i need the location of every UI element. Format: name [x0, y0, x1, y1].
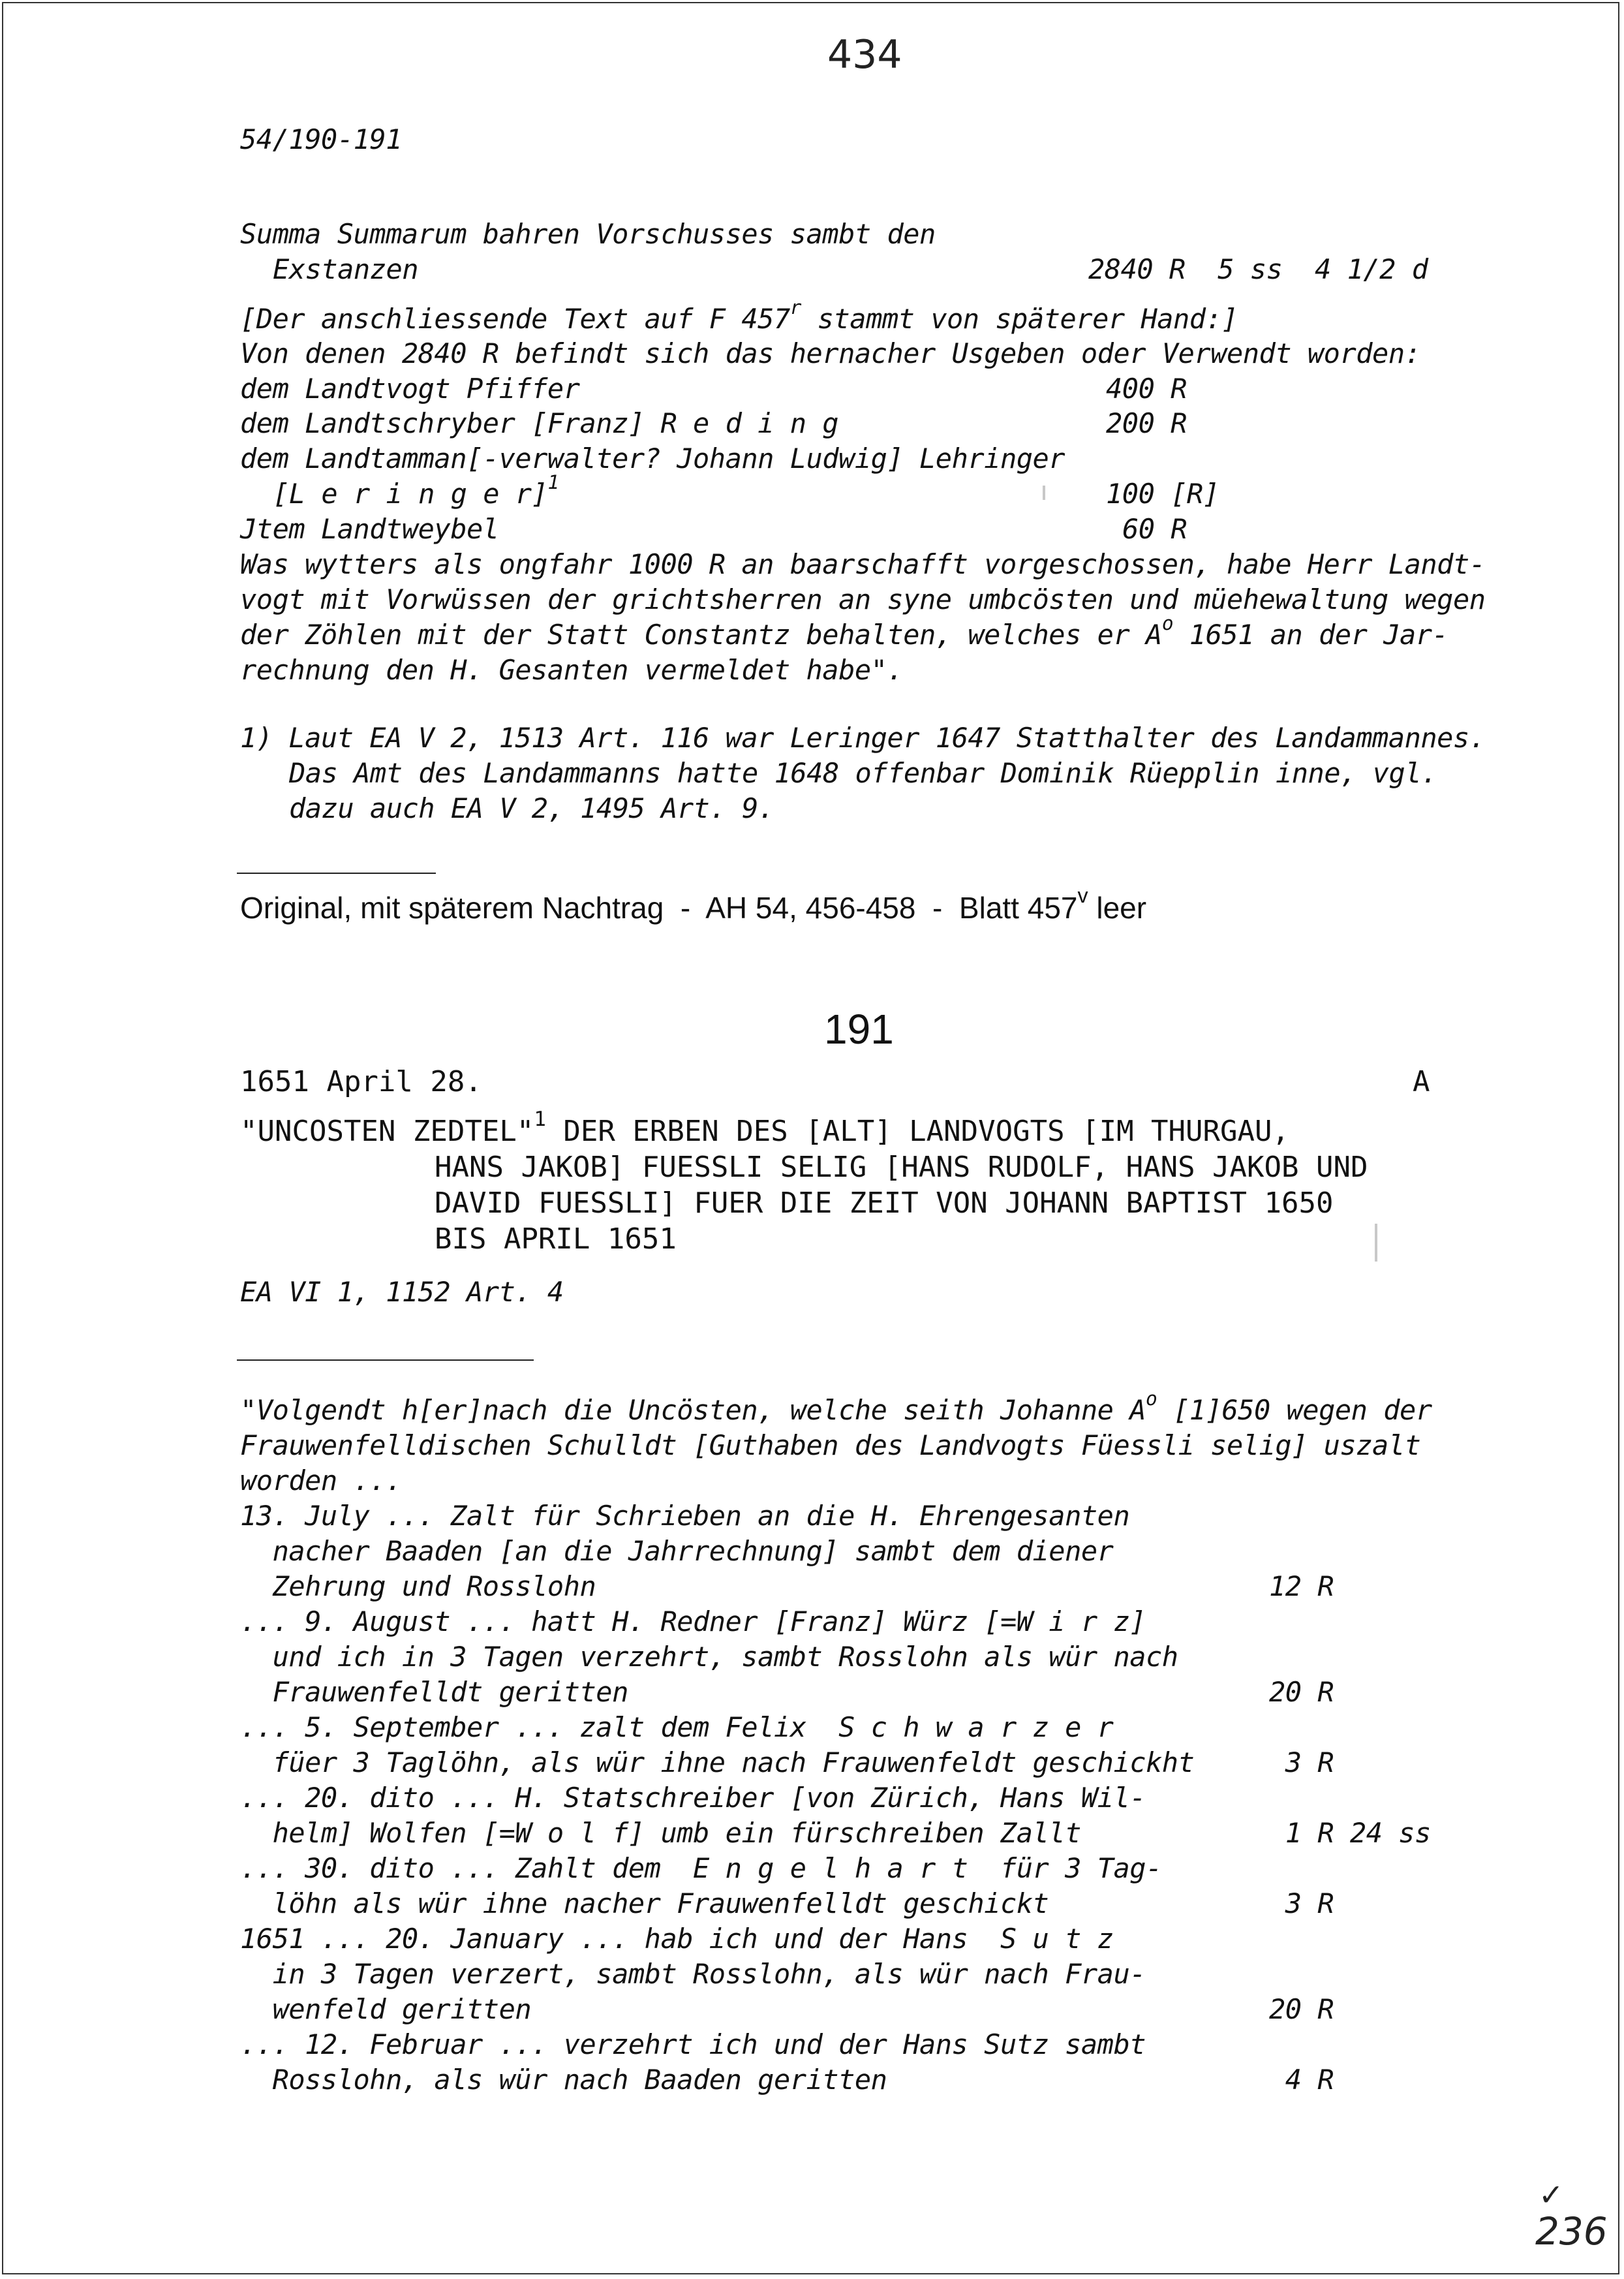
- handwritten-folio-number: 236: [1535, 2209, 1608, 2254]
- intro-line: worden ...: [240, 1465, 402, 1496]
- document-title-line: HANS JAKOB] FUESSLI SELIG [HANS RUDOLF, HANS JAKOB UND: [435, 1151, 1368, 1184]
- expense-line: Frauwenfelldt geritten: [240, 1676, 628, 1708]
- expense-line: ... 20. dito ... H. Statschreiber [von Zürich, Hans Wil-: [240, 1782, 1146, 1814]
- expense-amount: 4 R: [1269, 2064, 1334, 2096]
- handwritten-page-number: 434: [827, 32, 902, 78]
- item-label: dem Landtvogt Pfiffer: [240, 373, 580, 405]
- paragraph-line: vogt mit Vorwüssen der grichtsherren an syne umbcösten und müehewaltung wegen: [240, 583, 1486, 615]
- scan-mark: [1043, 486, 1045, 500]
- summa-line-2: Exstanzen: [273, 253, 419, 285]
- footnote-line: Das Amt des Landammanns hatte 1648 offenbar Dominik Rüepplin inne, vgl.: [289, 757, 1437, 789]
- expense-line: ... 30. dito ... Zahlt dem E n g e l h a r t für 3 Tag-: [240, 1852, 1162, 1884]
- expense-line: 13. July ... Zalt für Schrieben an die H. Ehrengesanten: [240, 1500, 1130, 1532]
- document-title-line: DAVID FUESSLI] FUER DIE ZEIT VON JOHANN BAPTIST 1650: [435, 1186, 1334, 1220]
- expense-amount: 1 R 24 ss: [1269, 1817, 1431, 1849]
- check-mark-icon: ✓: [1539, 2177, 1564, 2212]
- expense-line: ... 12. Februar ... verzehrt ich und der Hans Sutz sambt: [240, 2028, 1146, 2060]
- document-title-line: "UNCOSTEN ZEDTEL"$^1$ DER ERBEN DES [ALT] LANDVOGTS [IM THURGAU,: [240, 1107, 1289, 1148]
- item-label: dem Landtschryber [Franz] R e d i n g: [240, 407, 839, 439]
- intro-line: Frauwenfelldischen Schulldt [Guthaben des Landvogts Füessli selig] uszalt: [240, 1429, 1421, 1461]
- item-label: Jtem Landtweybel: [240, 513, 499, 545]
- reference-number: 54/190-191: [240, 123, 402, 155]
- item-amount: 100 [R]: [1106, 478, 1219, 510]
- intro-line: Von denen 2840 R befindt sich das hernacher Usgeben oder Verwendt worden:: [240, 337, 1421, 369]
- expense-line: in 3 Tagen verzert, sambt Rosslohn, als wür nach Frau-: [240, 1958, 1146, 1990]
- expense-line: wenfeld geritten: [240, 1993, 532, 2025]
- section-separator: [237, 1359, 534, 1361]
- item-label: dem Landtamman[-verwalter? Johann Ludwig] Lehringer: [240, 442, 1065, 474]
- paragraph-line: der Zöhlen mit der Statt Constantz behalten, welches er $A^o$ 1651 an der Jar-: [240, 612, 1448, 651]
- expense-line: Zehrung und Rosslohn: [240, 1570, 596, 1602]
- expense-amount: 20 R: [1269, 1676, 1334, 1708]
- expense-line: 1651 ... 20. January ... hab ich und der Hans S u t z: [240, 1923, 1114, 1955]
- document-letter: A: [1413, 1065, 1430, 1098]
- expense-line: nacher Baaden [an die Jahrrechnung] sambt dem diener: [240, 1535, 1114, 1567]
- expense-line: füer 3 Taglöhn, als wür ihne nach Frauwenfeldt geschickht: [240, 1746, 1195, 1778]
- document-date: 1651 April 28.: [240, 1065, 482, 1098]
- item-label: [L e r i n g e r]$^1$: [273, 471, 559, 510]
- expense-amount: 12 R: [1269, 1570, 1334, 1602]
- edition-reference: EA VI 1, 1152 Art. 4: [240, 1276, 564, 1308]
- document-number: 191: [824, 1006, 894, 1053]
- later-hand-note: [Der anschliessende Text auf F 457$^r$ stammt von späterer Hand:]: [240, 296, 1238, 335]
- item-amount: 200 R: [1106, 407, 1187, 439]
- expense-line: ... 5. September ... zalt dem Felix S c h w a r z e r: [240, 1711, 1114, 1743]
- source-line: Original, mit späterem Nachtrag - AH 54, 456-458 - Blatt 457$^v$ leer: [240, 883, 1147, 925]
- expense-line: und ich in 3 Tagen verzehrt, sambt Rosslohn als wür nach: [240, 1641, 1178, 1673]
- footnote-line: 1) Laut EA V 2, 1513 Art. 116 war Leringer 1647 Statthalter des Landammannes.: [240, 722, 1486, 754]
- document-title-line: BIS APRIL 1651: [435, 1222, 677, 1256]
- expense-amount: 3 R: [1269, 1887, 1334, 1919]
- paragraph-line: Was wytters als ongfahr 1000 R an baarschafft vorgeschossen, habe Herr Landt-: [240, 548, 1486, 580]
- expense-line: ... 9. August ... hatt H. Redner [Franz] Würz [=W i r z]: [240, 1605, 1146, 1637]
- footnote-separator: [237, 873, 436, 874]
- footnote-line: dazu auch EA V 2, 1495 Art. 9.: [289, 792, 774, 824]
- item-amount: 60 R: [1122, 513, 1187, 545]
- expense-amount: 3 R: [1269, 1746, 1334, 1778]
- summa-line-1: Summa Summarum bahren Vorschusses sambt den: [240, 218, 936, 250]
- expense-line: helm] Wolfen [=W o l f] umb ein fürschreiben Zallt: [240, 1817, 1081, 1849]
- expense-line: löhn als wür ihne nacher Frauwenfelldt geschickt: [240, 1887, 1049, 1919]
- expense-line: Rosslohn, als wür nach Baaden geritten: [240, 2064, 887, 2096]
- intro-line: "Volgendt h[er]nach die Uncösten, welche seith Johanne $A^o$ [1]650 wegen der: [240, 1387, 1432, 1426]
- item-amount: 400 R: [1106, 373, 1187, 405]
- expense-amount: 20 R: [1269, 1993, 1334, 2025]
- scan-mark: [1375, 1224, 1377, 1262]
- paragraph-line: rechnung den H. Gesanten vermeldet habe".: [240, 654, 904, 686]
- summa-amount: 2840 R 5 ss 4 1/2 d: [1088, 253, 1428, 285]
